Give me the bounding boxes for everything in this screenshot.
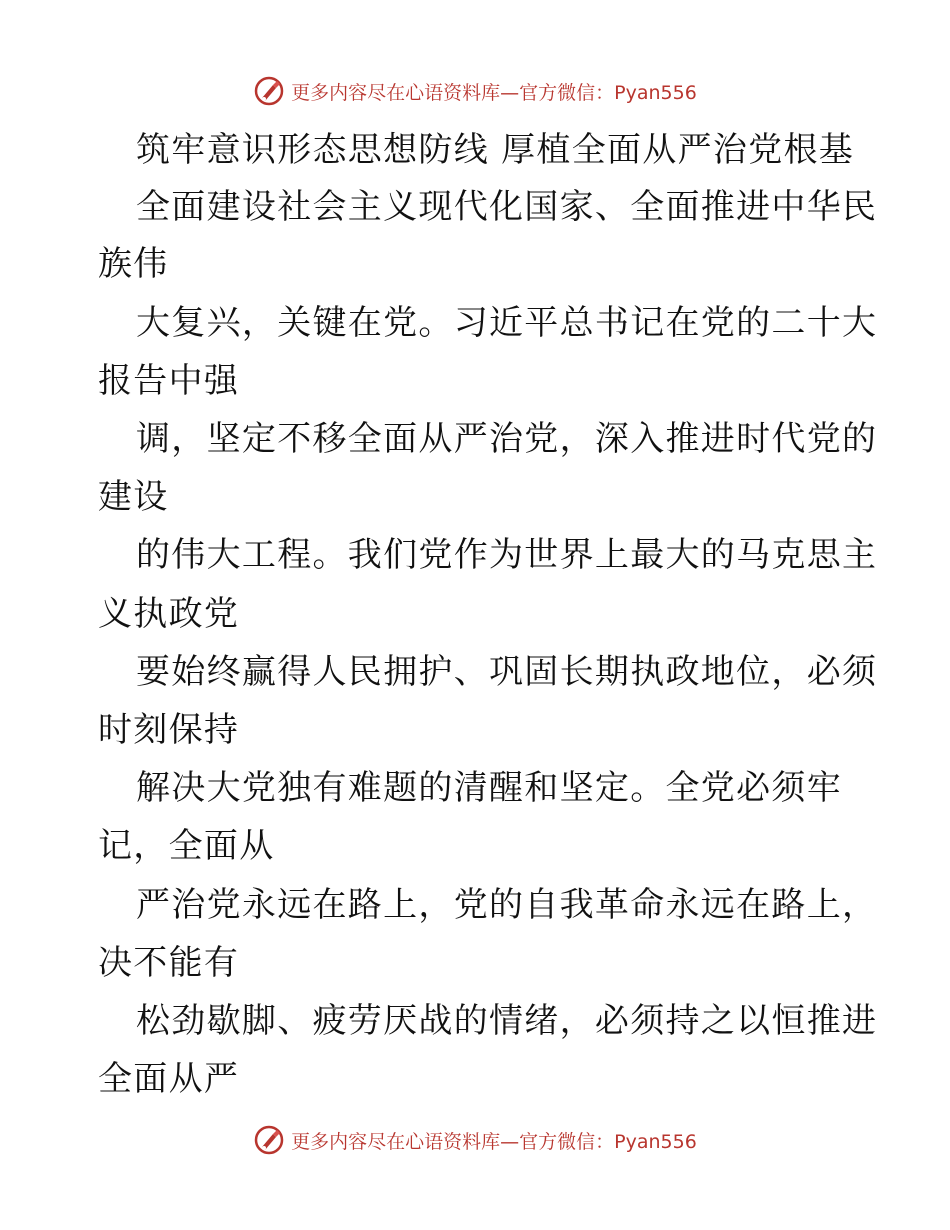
text-line: 的伟大工程。我们党作为世界上最大的马克思主 <box>136 535 878 575</box>
pen-logo-icon <box>253 75 285 107</box>
text-line: 解决大党独有难题的清醒和坚定。全党必须牢 <box>136 768 842 808</box>
footer-banner-text: 更多内容尽在心语资料库—官方微信：Pyan556 <box>291 1130 697 1153</box>
pen-logo-icon <box>253 1124 285 1156</box>
text-line: 要始终赢得人民拥护、巩固长期执政地位，必须 <box>136 652 878 692</box>
text-line: 全面建设社会主义现代化国家、全面推进中华民 <box>136 187 878 227</box>
footer-watermark-banner <box>0 1120 950 1160</box>
text-line: 时刻保持 <box>98 710 240 750</box>
text-line: 决不能有 <box>98 943 240 983</box>
text-line: 记，全面从 <box>98 826 275 866</box>
header-watermark-banner <box>0 71 950 111</box>
text-line: 义执政党 <box>98 594 240 634</box>
text-line: 全面从严 <box>98 1059 240 1099</box>
text-line: 调，坚定不移全面从严治党，深入推进时代党的 <box>136 419 878 459</box>
text-line: 建设 <box>98 477 169 517</box>
text-line: 松劲歇脚、疲劳厌战的情绪，必须持之以恒推进 <box>136 1001 878 1041</box>
text-line: 族伟 <box>98 244 169 284</box>
text-line: 严治党永远在路上，党的自我革命永远在路上， <box>136 885 878 925</box>
document-title: 筑牢意识形态思想防线 厚植全面从严治党根基 <box>136 130 855 170</box>
text-line: 大复兴，关键在党。习近平总书记在党的二十大 <box>136 303 878 343</box>
text-line: 报告中强 <box>98 361 240 401</box>
header-banner-text: 更多内容尽在心语资料库—官方微信：Pyan556 <box>291 81 697 104</box>
